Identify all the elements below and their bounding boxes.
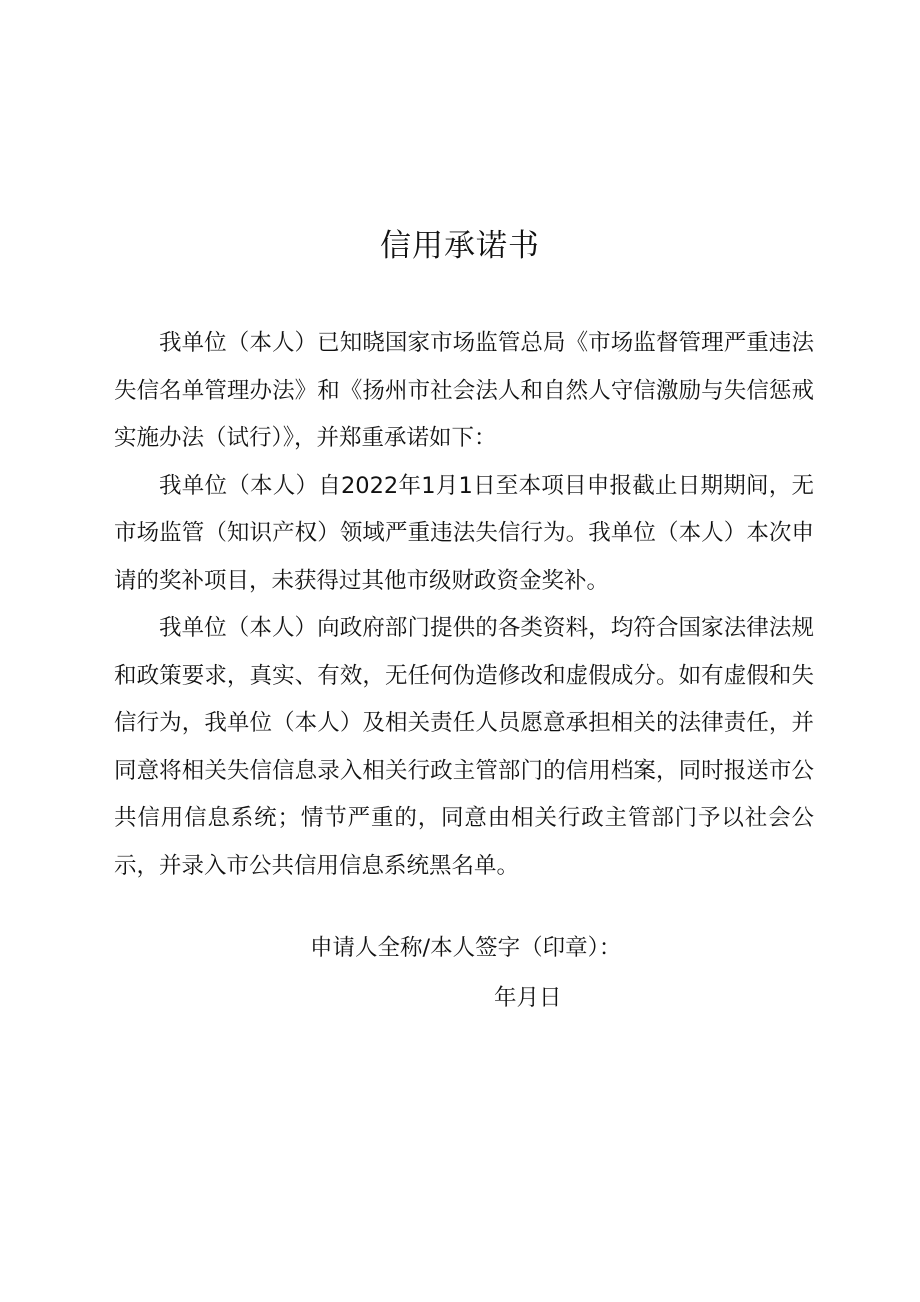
document-title: 信用承诺书 (380, 228, 540, 264)
paragraph-acknowledgement: 我单位（本人）已知晓国家市场监管总局《市场监督管理严重违法失信名单管理办法》和《扬州市社会法人和自然人守信激励与失信惩戒实施办法（试行）》，并郑重承诺如下： (114, 330, 814, 451)
paragraph-authenticity-pledge: 我单位（本人）向政府部门提供的各类资料，均符合国家法律法规和政策要求，真实、有效，无任何伪造修改和虚假成分。如有虚假和失信行为，我单位（本人）及相关责任人员愿意承担相关的法律责任，并同意将相关失信信息录入相关行政主管部门的信用档案，同时报送市公共信用信息系统；情节严重的，同意由相关行政主管部门予以社会公示，并录入市公共信用信息系统黑名单。 (114, 615, 814, 879)
document-body (114, 320, 814, 890)
paragraph-no-violation: 我单位（本人）自2022年1月1日至本项目申报截止日期期间，无市场监管（知识产权）领域严重违法失信行为。我单位（本人）本次申请的奖补项目，未获得过其他市级财政资金奖补。 (114, 472, 814, 594)
signature-line: 申请人全称/本人签字（印章）： (310, 935, 622, 961)
date-line: 年月日 (494, 985, 562, 1011)
